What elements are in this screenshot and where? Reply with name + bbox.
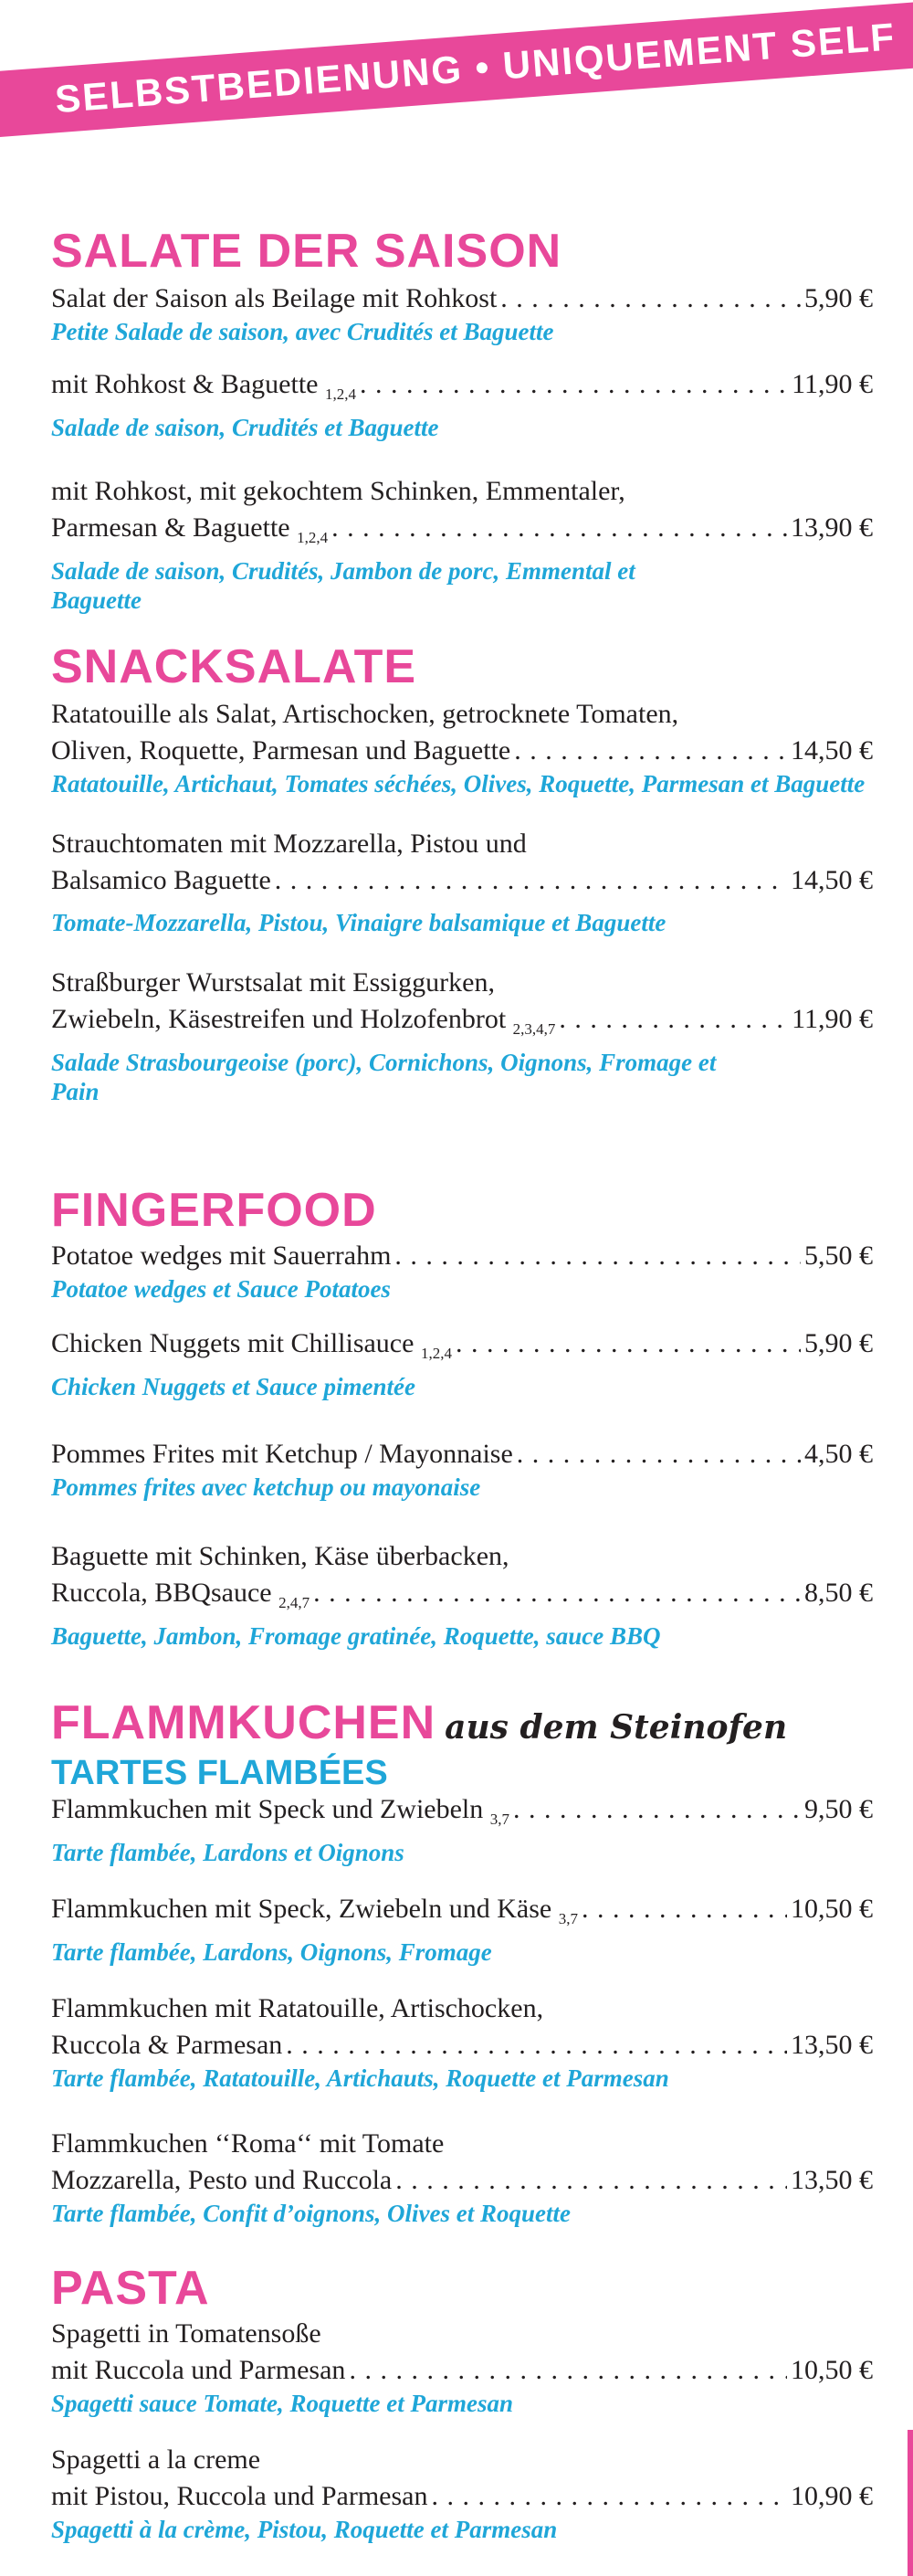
menu-item <box>51 696 873 798</box>
item-french: Spagetti à la crème, Pistou, Roquette et Parmesan <box>51 2516 558 2543</box>
item-name: Ratatouille als Salat, Artischocken, getrocknete Tomaten, <box>51 699 679 729</box>
item-allergens: 2,3,4,7 <box>512 1020 556 1038</box>
item-name: Spagetti a la creme <box>51 2444 261 2475</box>
menu-item <box>51 965 873 1106</box>
item-name: Parmesan & Baguette <box>51 512 290 543</box>
menu-item <box>51 2442 873 2544</box>
menu-item <box>51 1238 873 1304</box>
item-name: Mozzarella, Pesto und Ruccola <box>51 2165 393 2195</box>
section-title: SNACKSALATE <box>51 640 417 693</box>
item-name: mit Ruccola und Parmesan <box>51 2355 346 2385</box>
item-french: Petite Salade de saison, avec Crudités et Baguette <box>51 318 554 345</box>
item-name: Flammkuchen mit Speck, Zwiebeln und Käse <box>51 1894 552 1924</box>
section-fingerfood <box>51 1183 873 1651</box>
menu-item <box>51 2316 873 2418</box>
item-name: Salat der Saison als Beilage mit Rohkost <box>51 283 498 313</box>
item-price: 10,50 € <box>791 1894 873 1924</box>
item-price: 14,50 € <box>791 735 873 765</box>
item-french: Tomate-Mozzarella, Pistou, Vinaigre balsamique et Baguette <box>51 909 666 936</box>
menu-item <box>51 473 873 615</box>
item-french: Chicken Nuggets et Sauce pimentée <box>51 1373 415 1400</box>
item-name: Ruccola, BBQsauce <box>51 1578 272 1608</box>
self-service-banner <box>0 1 913 139</box>
item-french: Salade de saison, Crudités et Baguette <box>51 414 439 441</box>
item-price: 8,50 € <box>804 1578 873 1608</box>
menu-item <box>51 1891 873 1967</box>
menu-item <box>51 1325 873 1401</box>
section-pasta <box>51 2261 873 2544</box>
item-name: Straßburger Wurstsalat mit Essiggurken, <box>51 967 495 998</box>
item-french: Salade de saison, Crudités, Jambon de porc, Emmental et Baguette <box>51 557 635 614</box>
item-allergens: 1,2,4 <box>420 1345 452 1362</box>
item-price: 11,90 € <box>792 369 873 399</box>
item-name: Flammkuchen mit Speck und Zwiebeln <box>51 1794 484 1824</box>
item-name: Oliven, Roquette, Parmesan und Baguette <box>51 735 511 765</box>
item-allergens: 2,4,7 <box>278 1594 310 1611</box>
menu-item <box>51 1538 873 1651</box>
item-name: mit Pistou, Ruccola und Parmesan <box>51 2481 428 2511</box>
section-title <box>51 1695 873 1755</box>
item-name: Spagetti in Tomatensoße <box>51 2318 321 2349</box>
section-title: FINGERFOOD <box>51 1184 377 1237</box>
item-price: 13,50 € <box>791 2165 873 2195</box>
section-flammkuchen <box>51 1695 873 2228</box>
item-price: 5,90 € <box>804 1328 873 1358</box>
menu-item <box>51 1990 873 2093</box>
item-name: Pommes Frites mit Ketchup / Mayonnaise <box>51 1439 513 1469</box>
item-allergens: 1,2,4 <box>297 529 329 546</box>
item-price: 13,90 € <box>791 512 873 543</box>
item-french: Pommes frites avec ketchup ou mayonaise <box>51 1473 481 1501</box>
item-price: 5,50 € <box>804 1240 873 1271</box>
item-french: Tarte flambée, Lardons, Oignons, Fromage <box>51 1938 492 1966</box>
item-price: 10,50 € <box>791 2355 873 2385</box>
item-price: 4,50 € <box>804 1439 873 1469</box>
section-subtitle: TARTES FLAMBÉES <box>51 1754 388 1792</box>
section-snacksalate <box>51 639 873 1106</box>
item-name: Balsamico Baguette <box>51 865 271 895</box>
item-french: Salade Strasbourgeoise (porc), Cornichons, Oignons, Fromage et Pain <box>51 1049 717 1105</box>
item-price: 5,90 € <box>804 283 873 313</box>
menu-item <box>51 366 873 442</box>
item-name: Chicken Nuggets mit Chillisauce <box>51 1328 415 1358</box>
item-allergens: 3,7 <box>558 1910 578 1927</box>
item-french: Tarte flambée, Ratatouille, Artichauts, Roquette et Parmesan <box>51 2064 669 2092</box>
section-title-sub: aus dem Steinofen <box>445 1708 788 1747</box>
section-salate <box>51 224 873 615</box>
menu-item <box>51 1791 873 1867</box>
item-allergens: 3,7 <box>489 1811 509 1828</box>
menu-item <box>51 2126 873 2228</box>
menu-item <box>51 1436 873 1502</box>
menu-item <box>51 826 873 937</box>
item-price: 10,90 € <box>791 2481 873 2511</box>
item-name: Flammkuchen mit Ratatouille, Artischocken, <box>51 1993 544 2023</box>
item-french: Spagetti sauce Tomate, Roquette et Parmesan <box>51 2390 513 2417</box>
item-name: Zwiebeln, Käsestreifen und Holzofenbrot <box>51 1004 507 1034</box>
item-price: 11,90 € <box>792 1004 873 1034</box>
section-title: PASTA <box>51 2262 210 2315</box>
menu-item <box>51 280 873 346</box>
item-name: mit Rohkost & Baguette <box>51 369 319 399</box>
banner-text: SELBSTBEDIENUNG • UNIQUEMENT SELF <box>53 15 897 121</box>
item-allergens: 1,2,4 <box>325 385 356 403</box>
item-name: Ruccola & Parmesan <box>51 2030 283 2060</box>
item-name: Baguette mit Schinken, Käse überbacken, <box>51 1541 509 1571</box>
item-french: Baguette, Jambon, Fromage gratinée, Roquette, sauce BBQ <box>51 1622 661 1650</box>
item-french: Ratatouille, Artichaut, Tomates séchées, Olives, Roquette, Parmesan et Baguette <box>51 770 866 797</box>
item-name: mit Rohkost, mit gekochtem Schinken, Emmentaler, <box>51 476 625 506</box>
item-french: Tarte flambée, Lardons et Oignons <box>51 1839 404 1866</box>
section-title-main: FLAMMKUCHEN <box>51 1696 436 1749</box>
item-price: 13,50 € <box>791 2030 873 2060</box>
page-edge-accent <box>908 2430 913 2576</box>
item-price: 9,50 € <box>804 1794 873 1824</box>
item-french: Potatoe wedges et Sauce Potatoes <box>51 1275 391 1303</box>
item-price: 14,50 € <box>791 865 873 895</box>
item-name: Potatoe wedges mit Sauerrahm <box>51 1240 392 1271</box>
item-name: Flammkuchen ‘‘Roma‘‘ mit Tomate <box>51 2128 445 2159</box>
item-name: Strauchtomaten mit Mozzarella, Pistou und <box>51 829 527 859</box>
item-french: Tarte flambée, Confit d’oignons, Olives et Roquette <box>51 2200 571 2227</box>
section-title: SALATE DER SAISON <box>51 225 562 278</box>
